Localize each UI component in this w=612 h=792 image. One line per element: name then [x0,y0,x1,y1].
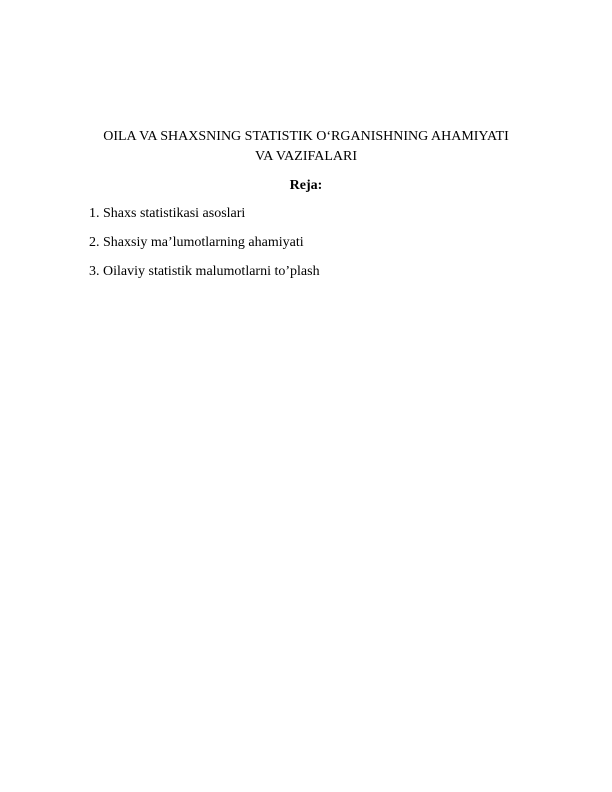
document-title-line-1: OILA VA SHAXSNING STATISTIK O‘RGANISHNING AHAMIYATI [103,129,509,144]
document-title [60,127,552,167]
plan-item: 2. Shaxsiy ma’lumotlarning ahamiyati [89,235,304,250]
document-title-line-2: VA VAZIFALARI [254,149,358,164]
plan-heading: Reja: [289,178,323,193]
plan-item: 3. Oilaviy statistik malumotlarni to’plash [89,264,320,279]
plan-list [89,204,320,291]
plan-item: 1. Shaxs statistikasi asoslari [89,206,246,221]
